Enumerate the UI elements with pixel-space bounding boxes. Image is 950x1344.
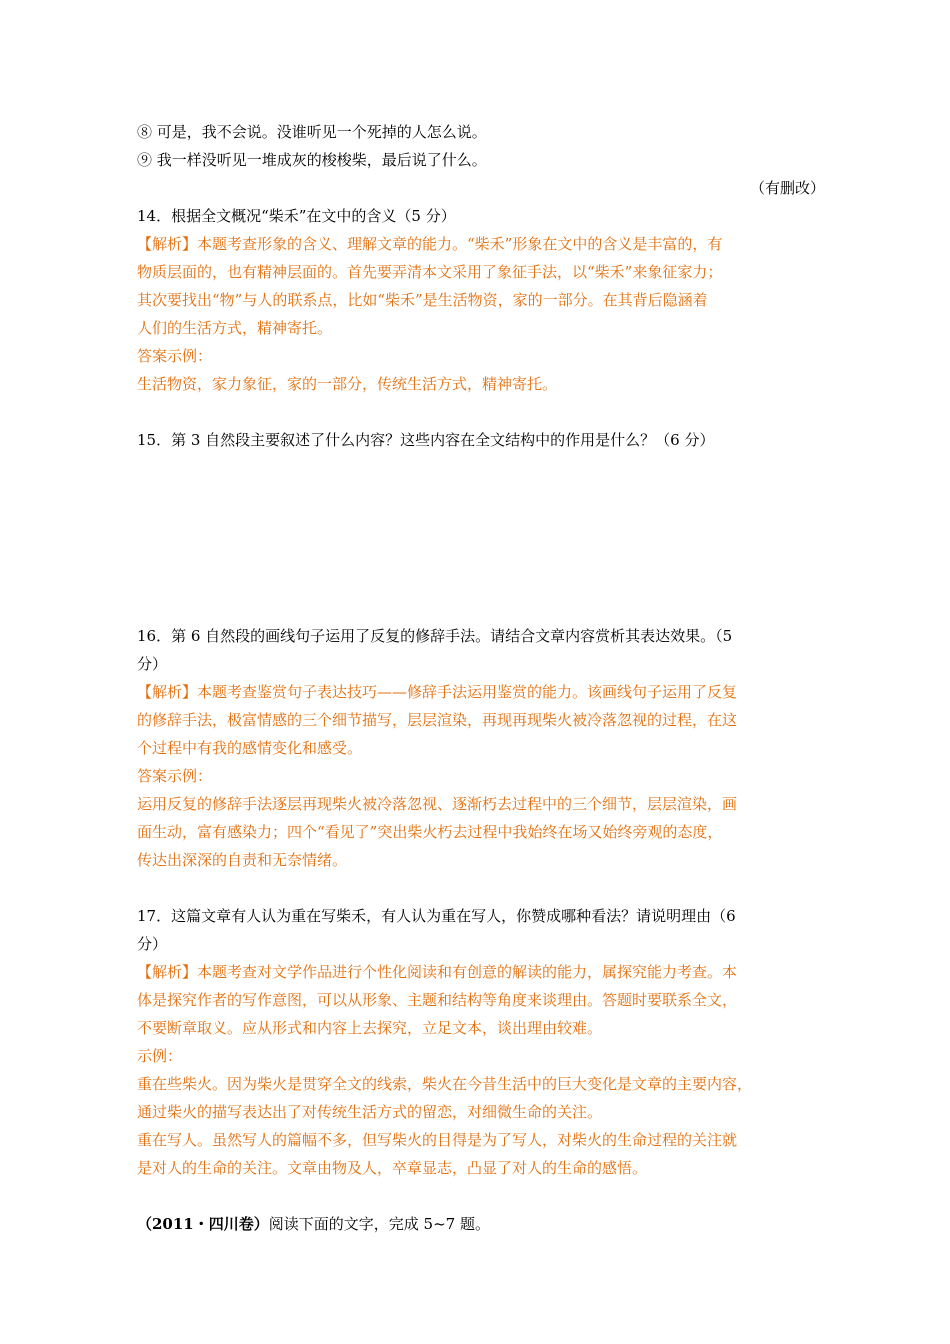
next-section-text: 阅读下面的文字，完成 5~7 题。 bbox=[268, 1215, 490, 1233]
q14-answer-label: 答案示例： bbox=[137, 347, 213, 365]
next-section-label: （2011・四川卷） bbox=[137, 1215, 269, 1233]
q17-question-line: 17．这篇文章有人认为重在写柴禾，有人认为重在写人，你赞成哪种看法？请说明理由（6 bbox=[137, 907, 736, 925]
next-section-heading bbox=[137, 1210, 825, 1238]
q16-analysis-line: 的修辞手法，极富情感的三个细节描写，层层渲染，再现再现柴火被冷落忽视的过程，在这 bbox=[137, 711, 738, 729]
q16-question-line: 16．第 6 自然段的画线句子运用了反复的修辞手法。请结合文章内容赏析其表达效果。（5 bbox=[137, 627, 733, 645]
q16-question-line: 分） bbox=[137, 655, 168, 673]
q14-analysis-line: 其次要找出“物”与人的联系点，比如“柴禾”是生活物资，家的一部分。在其背后隐涵着 bbox=[137, 291, 708, 309]
q15-blank-space bbox=[137, 454, 825, 622]
q14-question: 14．根据全文概况“柴禾”在文中的含义（5 分） bbox=[137, 207, 456, 225]
q17-analysis-line: 【解析】本题考查对文学作品进行个性化阅读和有创意的解读的能力，属探究能力考查。本 bbox=[137, 963, 738, 981]
q17-answer-label: 示例： bbox=[137, 1047, 183, 1065]
q16-analysis-line: 个过程中有我的感情变化和感受。 bbox=[137, 739, 363, 757]
passage-line-8: ⑧ 可是，我不会说。没谁听见一个死掉的人怎么说。 bbox=[137, 123, 487, 141]
q17-answer-line: 重在些柴火。因为柴火是贯穿全文的线索，柴火在今昔生活中的巨大变化是文章的主要内容， bbox=[137, 1075, 753, 1093]
q16-answer-label: 答案示例： bbox=[137, 767, 213, 785]
q16-answer-line: 运用反复的修辞手法逐层再现柴火被冷落忽视、逐渐朽去过程中的三个细节，层层渲染，画 bbox=[137, 795, 738, 813]
q17-answer-line: 是对人的生命的关注。文章由物及人，卒章显志，凸显了对人的生命的感悟。 bbox=[137, 1159, 648, 1177]
q17-analysis-line: 不要断章取义。应从形式和内容上去探究，立足文本，谈出理由较难。 bbox=[137, 1019, 603, 1037]
q15-question: 15．第 3 自然段主要叙述了什么内容？这些内容在全文结构中的作用是什么？（6 分） bbox=[137, 431, 715, 449]
q17-question-line: 分） bbox=[137, 935, 168, 953]
q16-analysis-line: 【解析】本题考查鉴赏句子表达技巧——修辞手法运用鉴赏的能力。该画线句子运用了反复 bbox=[137, 683, 738, 701]
q17-answer-line: 通过柴火的描写表达出了对传统生活方式的留恋，对细微生命的关注。 bbox=[137, 1103, 603, 1121]
q14-answer: 生活物资，家力象征，家的一部分，传统生活方式，精神寄托。 bbox=[137, 375, 558, 393]
q17-answer-line: 重在写人。虽然写人的篇幅不多，但写柴火的目得是为了写人，对柴火的生命过程的关注就 bbox=[137, 1131, 738, 1149]
q17-analysis-line: 体是探究作者的写作意图，可以从形象、主题和结构等角度来谈理由。答题时要联系全文， bbox=[137, 991, 738, 1009]
q14-analysis-line: 人们的生活方式，精神寄托。 bbox=[137, 319, 333, 337]
q16-answer-line: 传达出深深的自责和无奈情绪。 bbox=[137, 851, 348, 869]
q14-analysis-line: 【解析】本题考查形象的含义、理解文章的能力。“柴禾”形象在文中的含义是丰富的，有 bbox=[137, 235, 723, 253]
passage-line-9: ⑨ 我一样没听见一堆成灰的梭梭柴，最后说了什么。 bbox=[137, 151, 487, 169]
q14-analysis-line: 物质层面的，也有精神层面的。首先要弄清本文采用了象征手法，以“柴禾”来象征家力； bbox=[137, 263, 723, 281]
q16-answer-line: 面生动，富有感染力；四个“看见了”突出柴火朽去过程中我始终在场又始终旁观的态度， bbox=[137, 823, 723, 841]
source-note: （有删改） bbox=[749, 179, 825, 197]
document-page bbox=[137, 118, 825, 1238]
